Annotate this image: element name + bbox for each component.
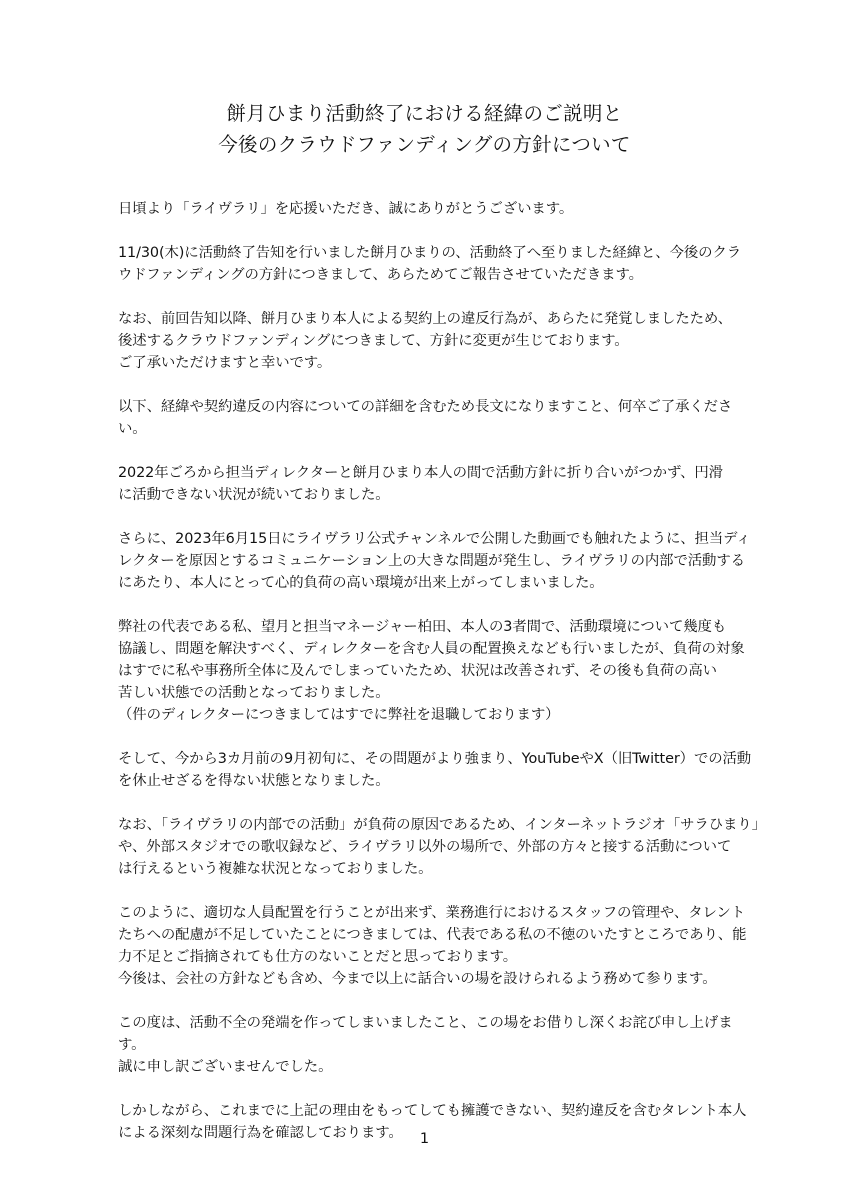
paragraph-line: 日頃より「ライヴラリ」を応援いただき、誠にありがとうございます。	[118, 201, 574, 217]
paragraph-line: 協議し、問題を解決すべく、ディレクターを含む人員の配置換えなども行いましたが、負荷の対象	[118, 641, 745, 657]
page-number: 1	[419, 1131, 430, 1147]
title-line: 餅月ひまり活動終了における経緯のご説明と	[226, 102, 623, 125]
paragraph-line: 以下、経緯や契約違反の内容についての詳細を含むため長文になりますこと、何卒ご了承くださ	[118, 399, 733, 415]
paragraph-line: このように、適切な人員配置を行うことが出来ず、業務進行におけるスタッフの管理や、タレント	[118, 905, 745, 921]
paragraph-line: 弊社の代表である私、望月と担当マネージャー柏田、本人の3者間で、活動環境について幾度も	[118, 619, 727, 635]
paragraph-line: ご了承いただけますと幸いです。	[118, 355, 332, 371]
paragraph-line: ウドファンディングの方針につきまして、あらためてご報告させていただきます。	[118, 267, 643, 283]
paragraph-line: しかしながら、これまでに上記の理由をもってしても擁護できない、契約違反を含むタレント本人	[118, 1103, 747, 1119]
document-title	[0, 98, 849, 160]
paragraph-line: による深刻な問題行為を確認しております。	[118, 1125, 403, 1141]
paragraph	[118, 462, 758, 506]
paragraph-line: は行えるという複雑な状況となっておりました。	[118, 861, 433, 877]
paragraph	[118, 528, 758, 594]
paragraph-line: レクターを原因とするコミュニケーション上の大きな問題が発生し、ライヴラリの内部で活動する	[118, 553, 745, 569]
paragraph-line: 後述するクラウドファンディングにつきまして、方針に変更が生じております。	[118, 333, 629, 349]
paragraph	[118, 308, 758, 374]
paragraph-line: にあたり、本人にとって心的負荷の高い環境が出来上がってしまいました。	[118, 575, 604, 591]
paragraph-line: さらに、2023年6月15日にライヴラリ公式チャンネルで公開した動画でも触れたように、担当ディ	[118, 531, 751, 547]
paragraph-line: い。	[118, 421, 147, 437]
paragraph	[118, 748, 758, 792]
paragraph	[118, 616, 758, 726]
paragraph-line: 力不足とご指摘されても仕方のないことだと思っております。	[118, 949, 517, 965]
paragraph-line: はすでに私や事務所全体に及んでしまっていたため、状況は改善されず、その後も負荷の高い	[118, 663, 717, 679]
paragraph-line: 2022年ごろから担当ディレクターと餅月ひまり本人の間で活動方針に折り合いがつかず、円滑	[118, 465, 723, 481]
paragraph	[118, 814, 766, 880]
paragraph-line: を休止せざるを得ない状態となりました。	[118, 773, 390, 789]
paragraph-line: この度は、活動不全の発端を作ってしまいましたこと、この場をお借りし深くお詫び申し上げま	[118, 1015, 733, 1031]
paragraph-line: （件のディレクターにつきましてはすでに弊社を退職しております）	[118, 707, 560, 723]
paragraph-line: 今後は、会社の方針なども含め、今まで以上に話合いの場を設けられるよう務めて参ります。	[118, 971, 717, 987]
paragraph-line: 11/30(木)に活動終了告知を行いました餅月ひまりの、活動終了へ至りました経緯と、今後のクラ	[118, 245, 742, 261]
paragraph	[118, 198, 758, 220]
paragraph	[118, 242, 758, 286]
paragraph-line: に活動できない状況が続いておりました。	[118, 487, 390, 503]
paragraph	[118, 902, 758, 990]
document-body	[118, 198, 766, 1166]
paragraph-line: そして、今から3カ月前の9月初旬に、その問題がより強まり、YouTubeやX（旧Twitter）での活動	[118, 751, 752, 767]
paragraph	[118, 1012, 758, 1078]
paragraph-line: 誠に申し訳ございませんでした。	[118, 1059, 333, 1075]
paragraph-line: なお、「ライヴラリの内部での活動」が負荷の原因であるため、インターネットラジオ「サラひまり」	[118, 817, 766, 833]
paragraph-line: す。	[118, 1037, 146, 1053]
paragraph-line: 苦しい状態での活動となっておりました。	[118, 685, 390, 701]
paragraph	[118, 396, 758, 440]
title-line: 今後のクラウドファンディングの方針について	[218, 133, 631, 156]
paragraph-line: や、外部スタジオでの歌収録など、ライヴラリ以外の場所で、外部の方々と接する活動について	[118, 839, 732, 855]
paragraph-line: なお、前回告知以降、餅月ひまり本人による契約上の違反行為が、あらたに発覚しましたため、	[118, 311, 732, 327]
paragraph-line: たちへの配慮が不足していたことにつきましては、代表である私の不徳のいたすところであり、能	[118, 927, 747, 943]
